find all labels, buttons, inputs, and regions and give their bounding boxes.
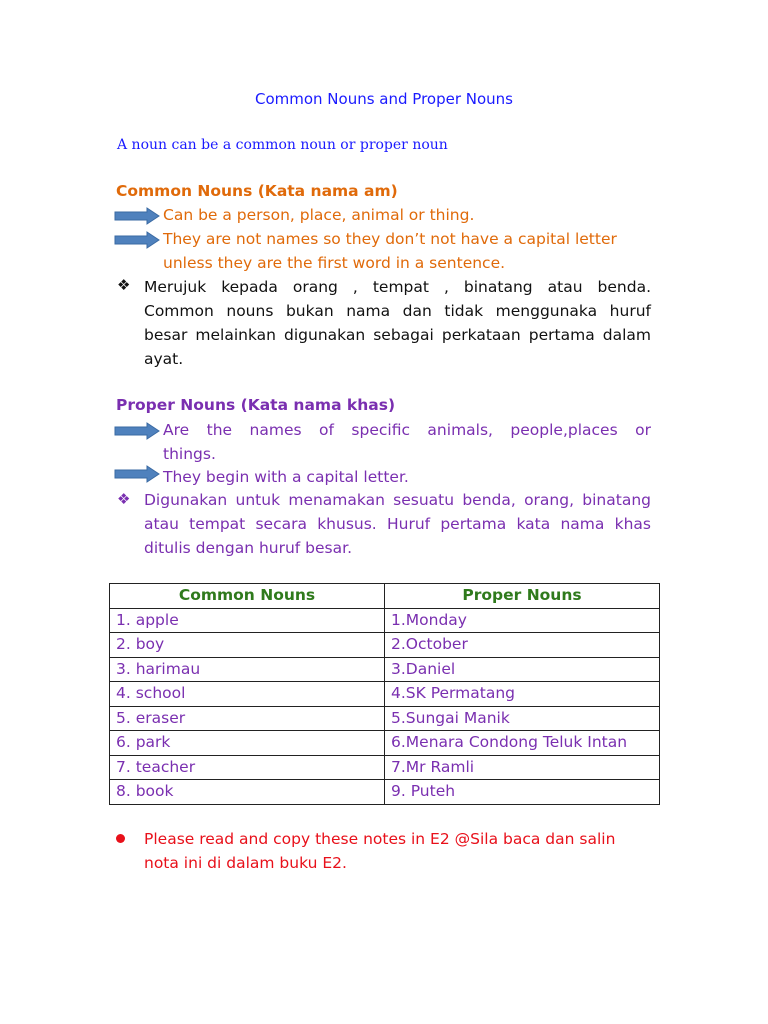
page-title: Common Nouns and Proper Nouns [254, 90, 514, 108]
table-cell: 4. school [110, 682, 385, 707]
proper-malay-paragraph [144, 488, 651, 560]
table-cell: 6.Menara Condong Teluk Intan [385, 731, 660, 756]
table-cell: 1. apple [110, 608, 385, 633]
proper-nouns-heading: Proper Nouns (Kata nama khas) [116, 396, 396, 414]
right-arrow-icon [114, 207, 160, 225]
nouns-table [109, 583, 660, 805]
table-row [110, 657, 660, 682]
diamond-bullet-icon: ❖ [117, 276, 131, 294]
paragraph-line: Merujuk kepada orang , tempat , binatang atau benda. [144, 278, 651, 296]
table-cell: 3.Daniel [385, 657, 660, 682]
note-line: nota ini di dalam buku E2. [144, 854, 347, 872]
common-nouns-heading: Common Nouns (Kata nama am) [116, 182, 398, 200]
table-header-row [110, 584, 660, 609]
table-cell: 5.Sungai Manik [385, 706, 660, 731]
table-row [110, 780, 660, 805]
paragraph-line: Common nouns bukan nama dan tidak menggunaka huruf [144, 302, 651, 320]
table-cell: 7.Mr Ramli [385, 755, 660, 780]
paragraph-line: ditulis dengan huruf besar. [144, 539, 353, 557]
paragraph-line: ayat. [144, 350, 184, 368]
copy-notes-instruction [144, 827, 651, 875]
table-cell: 5. eraser [110, 706, 385, 731]
diamond-bullet-icon: ❖ [117, 490, 131, 508]
table-cell: 2.October [385, 633, 660, 658]
common-malay-paragraph [144, 275, 651, 371]
table-row [110, 633, 660, 658]
table-cell: 7. teacher [110, 755, 385, 780]
table-row [110, 706, 660, 731]
table-cell: 8. book [110, 780, 385, 805]
paragraph-line: atau tempat secara khusus. Huruf pertama kata nama khas [144, 515, 651, 533]
right-arrow-icon [114, 231, 160, 249]
common-point-2-line-1: They are not names so they don’t not have a capital letter [163, 230, 617, 248]
table-cell: 3. harimau [110, 657, 385, 682]
proper-point-1-line-1: Are the names of specific animals, people,places or [163, 421, 651, 439]
paragraph-line: besar melainkan digunakan sebagai perkataan pertama dalam [144, 326, 651, 344]
note-line: Please read and copy these notes in E2 @Sila baca dan salin [144, 830, 616, 848]
intro-text: A noun can be a common noun or proper noun [117, 137, 448, 153]
table-cell: 6. park [110, 731, 385, 756]
common-point-1: Can be a person, place, animal or thing. [163, 206, 475, 224]
proper-point-2: They begin with a capital letter. [163, 468, 409, 486]
common-point-2-line-2: unless they are the first word in a sentence. [163, 254, 506, 272]
table-cell: 1.Monday [385, 608, 660, 633]
table-cell: 9. Puteh [385, 780, 660, 805]
table-row [110, 731, 660, 756]
right-arrow-icon [114, 422, 160, 440]
table-row [110, 755, 660, 780]
table-row [110, 608, 660, 633]
proper-point-1-line-2: things. [163, 445, 216, 463]
proper-nouns-column-header: Proper Nouns [385, 584, 660, 609]
common-nouns-column-header: Common Nouns [110, 584, 385, 609]
table-cell: 4.SK Permatang [385, 682, 660, 707]
right-arrow-icon [114, 465, 160, 483]
table-cell: 2. boy [110, 633, 385, 658]
red-dot-bullet-icon [116, 834, 125, 843]
table-row [110, 682, 660, 707]
paragraph-line: Digunakan untuk menamakan sesuatu benda, orang, binatang [144, 491, 651, 509]
